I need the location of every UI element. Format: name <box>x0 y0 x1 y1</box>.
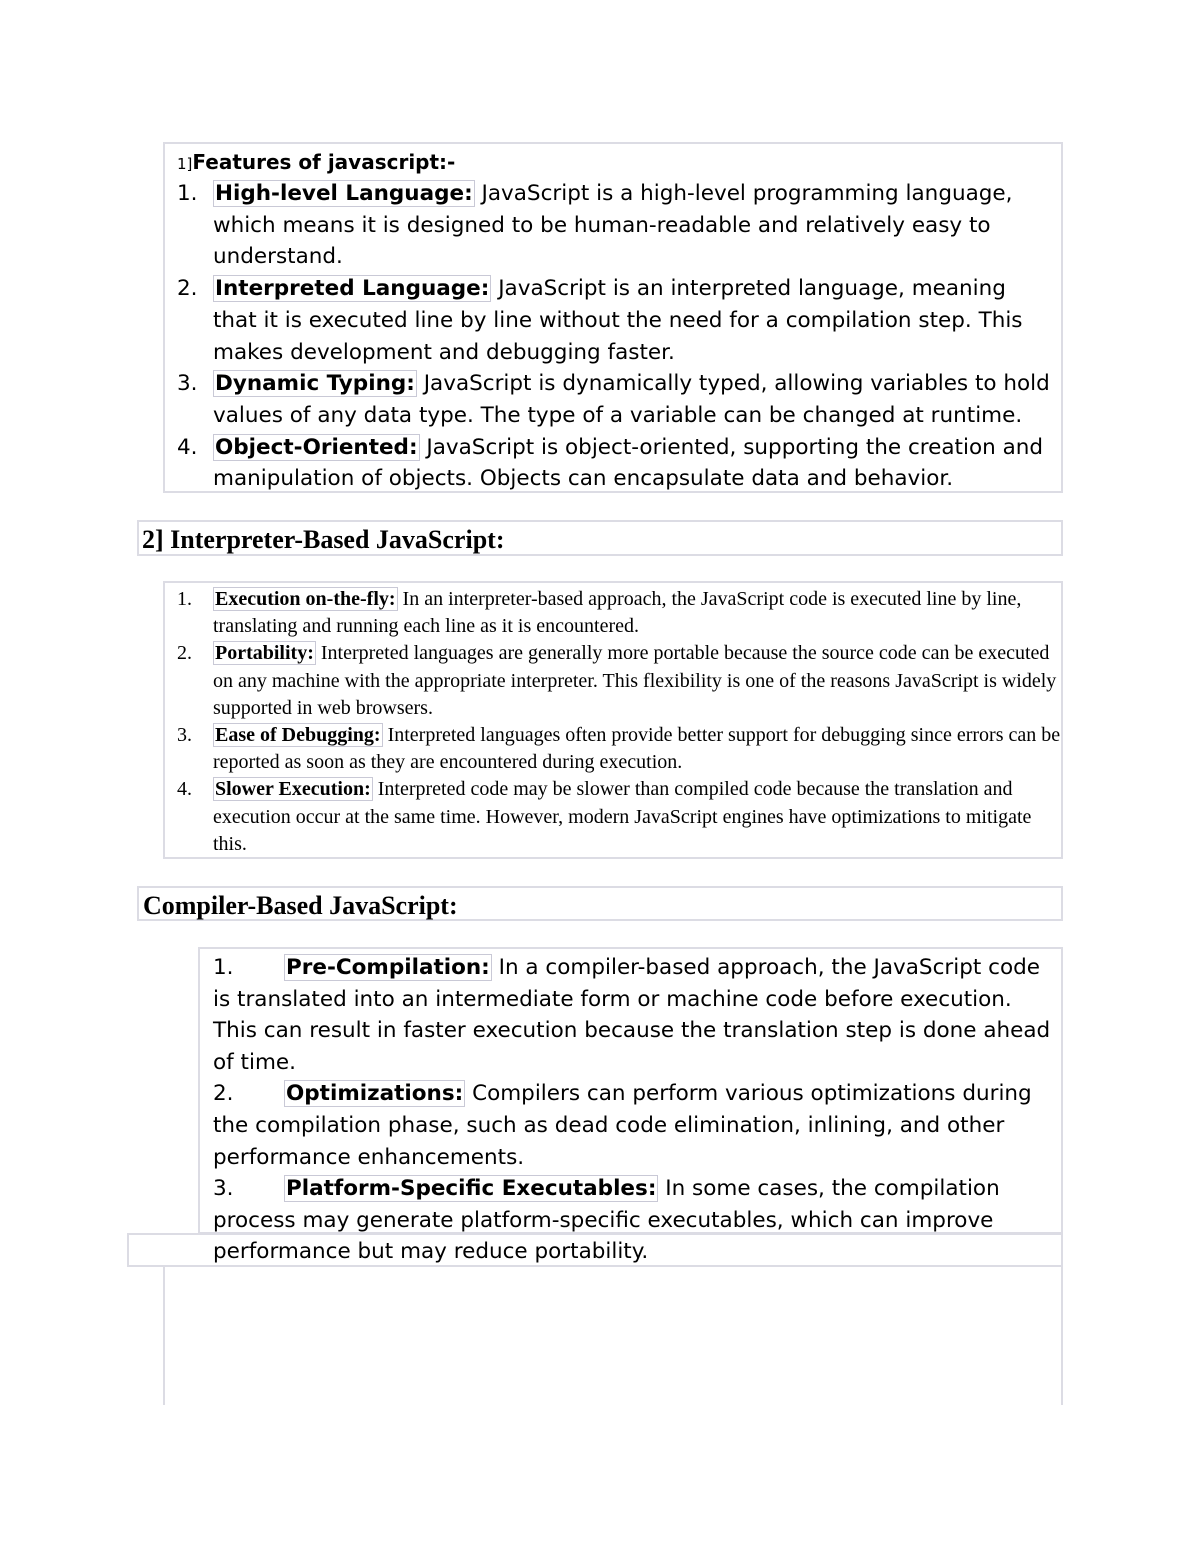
section-number: 1] <box>177 155 193 173</box>
item-number: 2. <box>177 642 192 665</box>
item-text: In a compiler-based approach, the JavaScript code is translated into an intermediate form or machine code before execution. This can result in faster execution because the translation step is done ahead of time. <box>213 955 1051 1075</box>
list-item <box>177 722 1063 776</box>
item-number: 3. <box>213 1176 234 1202</box>
list-item <box>177 640 1063 722</box>
item-text: JavaScript is an interpreted language, meaning that it is executed line by line without the need for a compilation step. This makes development and debugging faster. <box>213 276 1023 365</box>
item-number: 2. <box>177 276 198 302</box>
interpreter-heading-box <box>137 520 1063 556</box>
section-title <box>177 150 455 174</box>
item-text: Interpreted languages often provide better support for debugging since errors can be reported as soon as they are encountered during execution. <box>213 724 1061 774</box>
features-section <box>163 142 1063 493</box>
item-number: 3. <box>177 724 192 747</box>
item-text: Interpreted code may be slower than compiled code because the translation and execution occur at the same time. However, modern JavaScript engines have optimizations to mitigate this. <box>213 778 1032 855</box>
item-term: Interpreted Language: <box>215 276 490 302</box>
item-text: In an interpreter-based approach, the JavaScript code is executed line by line, translating and running each line as it is encountered. <box>213 588 1022 638</box>
interpreter-list <box>165 586 1063 858</box>
item-text: JavaScript is a high-level programming language, which means it is designed to be human-readable and relatively easy to understand. <box>213 181 1013 270</box>
item-number: 1. <box>177 181 198 206</box>
features-list <box>165 178 1053 495</box>
list-item <box>177 178 1053 273</box>
item-text: In some cases, the compilation process may generate platform-specific executables, which can improve performance but may reduce portability. <box>213 1176 1000 1265</box>
compiler-heading: Compiler-Based JavaScript: <box>143 891 458 920</box>
interpreter-section <box>163 581 1063 859</box>
item-text: Interpreted languages are generally more portable because the source code can be executed on any machine with the appropriate interpreter. This flexibility is one of the reasons JavaScript is widely supported in web browsers. <box>213 642 1057 719</box>
item-number: 4. <box>177 778 192 801</box>
item-term: Platform-Specific Executables: <box>286 1176 657 1202</box>
item-number: 3. <box>177 371 198 397</box>
list-item <box>213 1078 1055 1173</box>
empty-content-frame <box>163 1265 1063 1405</box>
list-item <box>177 776 1063 858</box>
item-term: Execution on-the-fly: <box>215 588 396 610</box>
item-term: High-level Language: <box>215 181 473 206</box>
list-item <box>177 432 1053 495</box>
item-term: Pre-Compilation: <box>286 955 490 980</box>
item-text: JavaScript is dynamically typed, allowing variables to hold values of any data type. The type of a variable can be changed at runtime. <box>213 371 1050 428</box>
compiler-section <box>198 947 1063 1265</box>
compiler-list <box>213 952 1055 1268</box>
item-term: Ease of Debugging: <box>215 724 381 747</box>
compiler-heading-box <box>137 886 1063 921</box>
list-item <box>177 586 1063 640</box>
item-number: 2. <box>213 1081 234 1107</box>
list-item <box>213 952 1055 1078</box>
item-term: Optimizations: <box>286 1081 464 1107</box>
item-term: Dynamic Typing: <box>215 371 415 397</box>
empty-text-box <box>127 1233 1063 1267</box>
item-number: 1. <box>177 588 192 610</box>
item-term: Slower Execution: <box>215 778 371 801</box>
item-text: Compilers can perform various optimizations during the compilation phase, such as dead code elimination, inlining, and other performance enhancements. <box>213 1081 1032 1170</box>
item-text: JavaScript is object-oriented, supporting the creation and manipulation of objects. Objects can encapsulate data and behavior. <box>213 434 1044 492</box>
item-number: 4. <box>177 434 198 460</box>
list-item <box>177 273 1053 368</box>
item-term: Portability: <box>215 642 314 665</box>
interpreter-heading: 2] Interpreter-Based JavaScript: <box>142 525 505 554</box>
list-item <box>177 368 1053 431</box>
item-term: Object-Oriented: <box>215 434 418 460</box>
section-title-text: Features of javascript:- <box>192 150 456 174</box>
item-number: 1. <box>213 955 234 980</box>
